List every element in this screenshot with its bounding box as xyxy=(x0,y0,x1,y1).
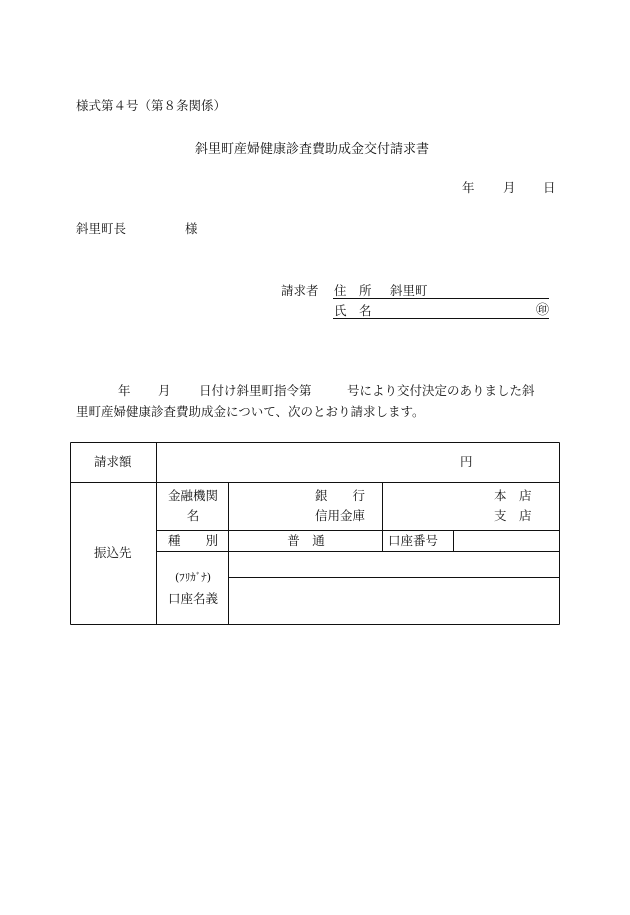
institution-label-1: 金融機関 xyxy=(167,488,218,503)
body-month: 月 xyxy=(158,383,171,398)
institution-label-2: 名 xyxy=(186,508,200,523)
bank-label: 銀 行 xyxy=(315,488,366,503)
transfer-label: 振込先 xyxy=(94,545,132,560)
address-value: 斜里町 xyxy=(390,283,428,298)
claimant-label: 請求者 xyxy=(281,283,319,298)
address-label: 住 所 xyxy=(334,283,372,298)
date-day: 日 xyxy=(543,180,556,195)
credit-union-label: 信用金庫 xyxy=(315,508,366,523)
body-text-2: 号により交付決定のありました斜 xyxy=(347,383,535,398)
addressee-honorific: 様 xyxy=(185,221,198,236)
seal-mark: ㊞ xyxy=(536,303,550,318)
page-title: 斜里町産婦健康診査費助成金交付請求書 xyxy=(195,142,430,157)
name-label: 氏 名 xyxy=(334,303,372,318)
body-text-line2: 里町産婦健康診査費助成金について、次のとおり請求します。 xyxy=(76,404,425,419)
head-office-label: 本 店 xyxy=(494,488,532,503)
account-name-label: 口座名義 xyxy=(167,591,218,606)
date-year: 年 xyxy=(462,180,475,195)
name-underline xyxy=(333,318,549,319)
type-value: 普 通 xyxy=(287,533,325,548)
branch-label: 支 店 xyxy=(494,508,532,523)
account-number-label: 口座番号 xyxy=(388,533,439,548)
yen-unit: 円 xyxy=(460,454,473,469)
furigana-label: (ﾌﾘｶﾞﾅ) xyxy=(174,571,212,584)
body-text-1: 日付け斜里町指令第 xyxy=(199,383,312,398)
claim-amount-label: 請求額 xyxy=(94,454,132,469)
address-underline xyxy=(333,298,549,299)
type-label: 種 別 xyxy=(167,533,218,548)
date-month: 月 xyxy=(503,180,516,195)
body-year: 年 xyxy=(118,383,131,398)
addressee-name: 斜里町長 xyxy=(76,221,127,236)
form-number: 様式第４号（第８条関係） xyxy=(76,98,227,113)
